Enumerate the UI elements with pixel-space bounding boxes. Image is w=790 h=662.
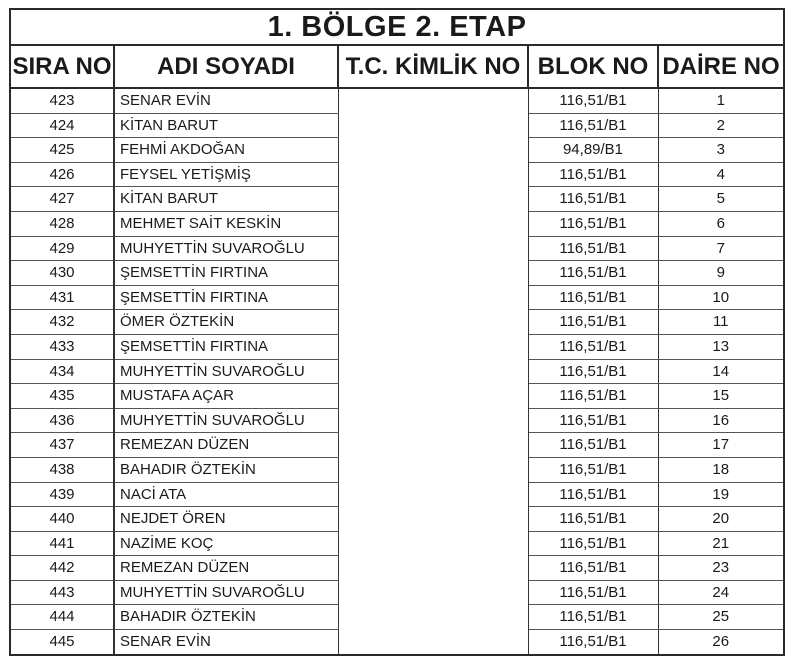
cell-blok-no: 116,51/B1 <box>528 162 658 187</box>
cell-blok-no: 116,51/B1 <box>528 261 658 286</box>
header-tc-kimlik-no: T.C. KİMLİK NO <box>338 45 528 88</box>
cell-blok-no: 116,51/B1 <box>528 507 658 532</box>
cell-tc-kimlik-no <box>338 556 528 581</box>
table-title: 1. BÖLGE 2. ETAP <box>10 9 784 45</box>
cell-tc-kimlik-no <box>338 113 528 138</box>
cell-sira-no: 430 <box>10 261 114 286</box>
cell-adi-soyadi: FEHMİ AKDOĞAN <box>114 138 338 163</box>
cell-sira-no: 426 <box>10 162 114 187</box>
table-row <box>10 236 784 261</box>
cell-adi-soyadi: REMEZAN DÜZEN <box>114 556 338 581</box>
table-row <box>10 138 784 163</box>
cell-blok-no: 116,51/B1 <box>528 285 658 310</box>
table-row <box>10 88 784 113</box>
cell-sira-no: 425 <box>10 138 114 163</box>
cell-adi-soyadi: ŞEMSETTİN FIRTINA <box>114 334 338 359</box>
cell-blok-no: 116,51/B1 <box>528 630 658 655</box>
cell-daire-no: 3 <box>658 138 784 163</box>
cell-sira-no: 443 <box>10 580 114 605</box>
cell-blok-no: 116,51/B1 <box>528 457 658 482</box>
cell-adi-soyadi: KİTAN BARUT <box>114 187 338 212</box>
cell-tc-kimlik-no <box>338 630 528 655</box>
table-row <box>10 187 784 212</box>
beneficiary-table <box>9 8 785 656</box>
cell-tc-kimlik-no <box>338 605 528 630</box>
cell-sira-no: 445 <box>10 630 114 655</box>
cell-blok-no: 116,51/B1 <box>528 310 658 335</box>
cell-sira-no: 435 <box>10 384 114 409</box>
cell-sira-no: 434 <box>10 359 114 384</box>
cell-tc-kimlik-no <box>338 507 528 532</box>
cell-daire-no: 24 <box>658 580 784 605</box>
cell-adi-soyadi: MEHMET SAİT KESKİN <box>114 211 338 236</box>
header-daire-no: DAİRE NO <box>658 45 784 88</box>
cell-tc-kimlik-no <box>338 187 528 212</box>
cell-blok-no: 116,51/B1 <box>528 187 658 212</box>
table-row <box>10 211 784 236</box>
table-row <box>10 384 784 409</box>
table-row <box>10 359 784 384</box>
cell-blok-no: 116,51/B1 <box>528 482 658 507</box>
cell-daire-no: 21 <box>658 531 784 556</box>
cell-blok-no: 116,51/B1 <box>528 236 658 261</box>
cell-tc-kimlik-no <box>338 531 528 556</box>
cell-daire-no: 5 <box>658 187 784 212</box>
cell-adi-soyadi: NEJDET ÖREN <box>114 507 338 532</box>
cell-blok-no: 116,51/B1 <box>528 556 658 581</box>
table-row <box>10 580 784 605</box>
cell-adi-soyadi: FEYSEL YETİŞMİŞ <box>114 162 338 187</box>
table-row <box>10 162 784 187</box>
cell-blok-no: 116,51/B1 <box>528 359 658 384</box>
table-row <box>10 310 784 335</box>
cell-adi-soyadi: NAZİME KOÇ <box>114 531 338 556</box>
cell-daire-no: 17 <box>658 433 784 458</box>
table-row <box>10 433 784 458</box>
cell-adi-soyadi: BAHADIR ÖZTEKİN <box>114 457 338 482</box>
cell-tc-kimlik-no <box>338 211 528 236</box>
title-row <box>10 9 784 45</box>
table-row <box>10 556 784 581</box>
cell-daire-no: 10 <box>658 285 784 310</box>
table-row <box>10 507 784 532</box>
cell-daire-no: 9 <box>658 261 784 286</box>
table-row <box>10 261 784 286</box>
cell-adi-soyadi: ŞEMSETTİN FIRTINA <box>114 285 338 310</box>
cell-blok-no: 94,89/B1 <box>528 138 658 163</box>
cell-adi-soyadi: MUSTAFA AÇAR <box>114 384 338 409</box>
cell-daire-no: 25 <box>658 605 784 630</box>
cell-adi-soyadi: BAHADIR ÖZTEKİN <box>114 605 338 630</box>
cell-adi-soyadi: MUHYETTİN SUVAROĞLU <box>114 236 338 261</box>
table-row <box>10 482 784 507</box>
cell-daire-no: 13 <box>658 334 784 359</box>
cell-daire-no: 15 <box>658 384 784 409</box>
cell-tc-kimlik-no <box>338 580 528 605</box>
table-row <box>10 630 784 655</box>
cell-tc-kimlik-no <box>338 285 528 310</box>
cell-blok-no: 116,51/B1 <box>528 384 658 409</box>
cell-tc-kimlik-no <box>338 433 528 458</box>
table-row <box>10 531 784 556</box>
header-row <box>10 45 784 88</box>
cell-tc-kimlik-no <box>338 408 528 433</box>
cell-adi-soyadi: NACİ ATA <box>114 482 338 507</box>
cell-sira-no: 437 <box>10 433 114 458</box>
cell-tc-kimlik-no <box>338 236 528 261</box>
cell-blok-no: 116,51/B1 <box>528 408 658 433</box>
table-row <box>10 334 784 359</box>
cell-daire-no: 2 <box>658 113 784 138</box>
cell-blok-no: 116,51/B1 <box>528 334 658 359</box>
cell-adi-soyadi: REMEZAN DÜZEN <box>114 433 338 458</box>
cell-adi-soyadi: ÖMER ÖZTEKİN <box>114 310 338 335</box>
header-adi-soyadi: ADI SOYADI <box>114 45 338 88</box>
table-row <box>10 285 784 310</box>
cell-adi-soyadi: MUHYETTİN SUVAROĞLU <box>114 408 338 433</box>
cell-sira-no: 429 <box>10 236 114 261</box>
cell-daire-no: 11 <box>658 310 784 335</box>
cell-blok-no: 116,51/B1 <box>528 531 658 556</box>
header-blok-no: BLOK NO <box>528 45 658 88</box>
cell-daire-no: 23 <box>658 556 784 581</box>
cell-tc-kimlik-no <box>338 162 528 187</box>
header-sira-no: SIRA NO <box>10 45 114 88</box>
cell-tc-kimlik-no <box>338 138 528 163</box>
cell-blok-no: 116,51/B1 <box>528 88 658 113</box>
cell-tc-kimlik-no <box>338 457 528 482</box>
cell-tc-kimlik-no <box>338 88 528 113</box>
cell-adi-soyadi: SENAR EVİN <box>114 88 338 113</box>
cell-adi-soyadi: KİTAN BARUT <box>114 113 338 138</box>
cell-sira-no: 432 <box>10 310 114 335</box>
cell-daire-no: 20 <box>658 507 784 532</box>
cell-sira-no: 431 <box>10 285 114 310</box>
cell-sira-no: 440 <box>10 507 114 532</box>
cell-adi-soyadi: MUHYETTİN SUVAROĞLU <box>114 359 338 384</box>
cell-sira-no: 436 <box>10 408 114 433</box>
table-row <box>10 113 784 138</box>
cell-sira-no: 439 <box>10 482 114 507</box>
table-row <box>10 605 784 630</box>
cell-tc-kimlik-no <box>338 334 528 359</box>
cell-blok-no: 116,51/B1 <box>528 605 658 630</box>
table-row <box>10 408 784 433</box>
cell-tc-kimlik-no <box>338 310 528 335</box>
cell-tc-kimlik-no <box>338 482 528 507</box>
cell-sira-no: 444 <box>10 605 114 630</box>
cell-sira-no: 438 <box>10 457 114 482</box>
cell-daire-no: 18 <box>658 457 784 482</box>
cell-adi-soyadi: SENAR EVİN <box>114 630 338 655</box>
cell-adi-soyadi: ŞEMSETTİN FIRTINA <box>114 261 338 286</box>
cell-sira-no: 442 <box>10 556 114 581</box>
cell-sira-no: 441 <box>10 531 114 556</box>
cell-sira-no: 424 <box>10 113 114 138</box>
cell-tc-kimlik-no <box>338 359 528 384</box>
cell-tc-kimlik-no <box>338 384 528 409</box>
cell-sira-no: 427 <box>10 187 114 212</box>
cell-blok-no: 116,51/B1 <box>528 580 658 605</box>
cell-daire-no: 4 <box>658 162 784 187</box>
cell-daire-no: 19 <box>658 482 784 507</box>
cell-blok-no: 116,51/B1 <box>528 113 658 138</box>
cell-daire-no: 6 <box>658 211 784 236</box>
table-row <box>10 457 784 482</box>
cell-sira-no: 423 <box>10 88 114 113</box>
cell-daire-no: 14 <box>658 359 784 384</box>
cell-sira-no: 433 <box>10 334 114 359</box>
cell-adi-soyadi: MUHYETTİN SUVAROĞLU <box>114 580 338 605</box>
cell-daire-no: 26 <box>658 630 784 655</box>
cell-sira-no: 428 <box>10 211 114 236</box>
cell-daire-no: 1 <box>658 88 784 113</box>
cell-blok-no: 116,51/B1 <box>528 211 658 236</box>
cell-tc-kimlik-no <box>338 261 528 286</box>
cell-blok-no: 116,51/B1 <box>528 433 658 458</box>
cell-daire-no: 16 <box>658 408 784 433</box>
cell-daire-no: 7 <box>658 236 784 261</box>
